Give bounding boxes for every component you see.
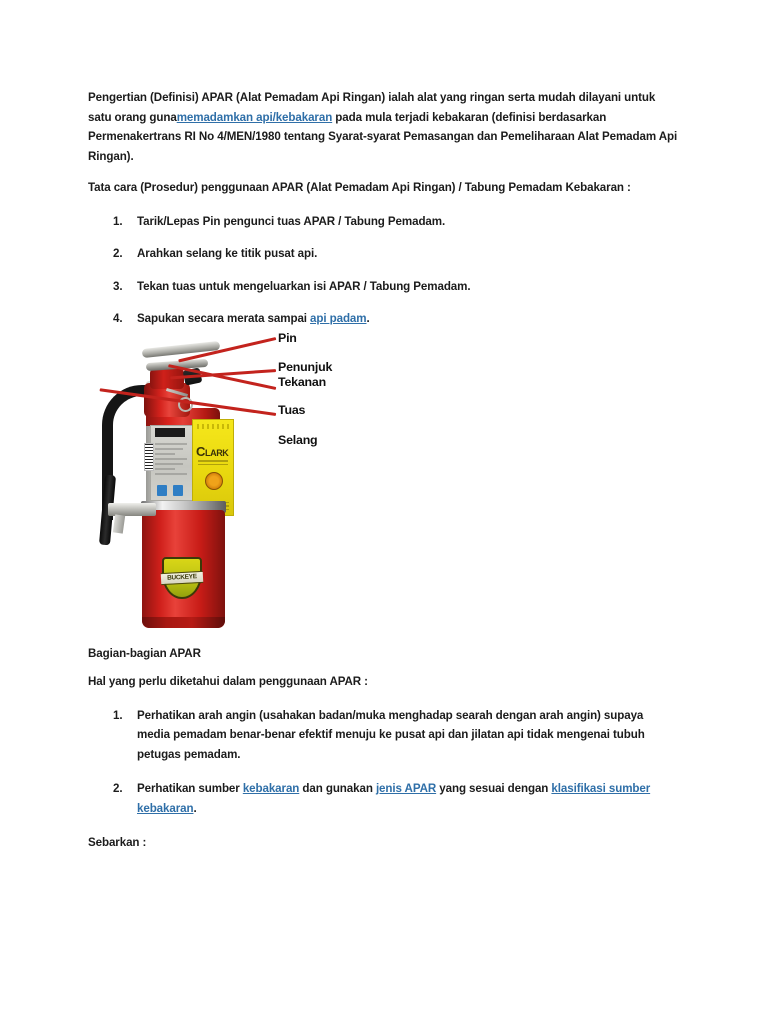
- link-jenis-apar[interactable]: jenis APAR: [375, 782, 437, 795]
- shield-band-label: BUCKEYE: [161, 571, 204, 585]
- valve-neck: [150, 369, 184, 389]
- notes-seg3: yang sesuai dengan: [436, 782, 552, 795]
- notes-list: [88, 706, 678, 819]
- label-selang: Selang: [278, 433, 318, 447]
- list-item-text: Tarik/Lepas Pin pengunci tuas APAR / Tabung Pemadam.: [137, 214, 446, 228]
- list-item-text: Arahkan selang ke titik pusat api.: [137, 247, 318, 260]
- fire-extinguisher-figure: [100, 325, 400, 635]
- list-item-text-after: .: [366, 312, 370, 325]
- barcode-icon: [144, 443, 154, 471]
- list-item: [88, 706, 678, 765]
- notes-seg1: Perhatikan sumber: [137, 782, 243, 795]
- label-penunjuk-line2: Tekanan: [278, 375, 326, 389]
- label-header-bar: [155, 428, 185, 437]
- list-item-text: Perhatikan arah angin (usahakan badan/muka menghadap searah dengan arah angin) supaya media pemadam benar-benar efektif menuju ke pusat api dan jilatan api tidak mengenai tubuh petugas pemadam.: [137, 708, 645, 761]
- intro-paragraph: [88, 88, 678, 166]
- instruction-label: [150, 425, 195, 501]
- link-api-padam[interactable]: api padam: [310, 312, 367, 325]
- list-marker: 3.: [113, 279, 123, 293]
- notes-seg4: .: [193, 801, 197, 815]
- list-marker: 2.: [113, 782, 123, 795]
- notes-seg2: dan gunakan: [299, 782, 376, 795]
- label-line: [155, 458, 187, 460]
- tag-seal-icon: [205, 472, 223, 490]
- intro-text-before: Pengertian (Definisi) APAR (Alat Pemadam Api Ringan) ialah alat yang ringan serta mudah dilayani untuk satu orang guna: [88, 91, 656, 124]
- label-line: [155, 463, 183, 465]
- link-klasifikasi-sumber-kebakaran[interactable]: klasifikasi sumber kebakaran: [137, 782, 651, 815]
- label-pin: Pin: [278, 331, 297, 345]
- label-penunjuk-line1: Penunjuk: [278, 360, 333, 374]
- link-kebakaran[interactable]: kebakaran: [242, 782, 300, 795]
- tag-line: [198, 460, 228, 462]
- cylinder-base: [142, 617, 225, 628]
- list-item: [88, 277, 678, 297]
- tag-line: [198, 464, 228, 466]
- list-item-text-before: Sapukan secara merata sampai: [137, 312, 311, 325]
- intro-text-after: pada mula terjadi kebakaran (definisi berdasarkan Permenakertrans RI No 4/MEN/1980 tentang Syarat-syarat Pemasangan dan Pemeliharaan Alat Pemadam Api Ringan).: [88, 110, 678, 163]
- label-line: [155, 443, 187, 445]
- list-marker: 4.: [113, 312, 123, 325]
- label-line: [155, 453, 175, 455]
- wall-bracket-arm: [113, 514, 125, 533]
- label-pictogram-icon: [173, 485, 183, 496]
- notes-heading: Hal yang perlu diketahui dalam penggunaan APAR :: [88, 675, 368, 688]
- link-memadamkan-api-kebakaran[interactable]: memadamkan api/kebakaran: [176, 110, 333, 124]
- list-marker: 2.: [113, 247, 123, 260]
- label-tuas: Tuas: [278, 403, 306, 417]
- figure-caption: Bagian-bagian APAR: [88, 647, 201, 660]
- list-item: [88, 244, 678, 264]
- list-item: [88, 779, 678, 818]
- share-heading: Sebarkan :: [88, 836, 147, 849]
- notes-section: [88, 672, 678, 865]
- label-line: [155, 473, 187, 475]
- list-marker: 1.: [113, 214, 123, 228]
- document-body: [88, 88, 678, 342]
- procedure-heading: Tata cara (Prosedur) penggunaan APAR (Alat Pemadam Api Ringan) / Tabung Pemadam Kebakaran :: [88, 181, 631, 194]
- procedure-list: [88, 212, 678, 329]
- label-penunjuk: [278, 360, 332, 390]
- tag-perforation: [197, 424, 229, 429]
- tag-brand-label: CLARK: [196, 444, 229, 459]
- label-line: [155, 468, 175, 470]
- list-marker: 1.: [113, 708, 123, 722]
- label-line: [155, 448, 183, 450]
- list-item-text: Tekan tuas untuk mengeluarkan isi APAR / Tabung Pemadam.: [137, 279, 471, 293]
- list-item: [88, 212, 678, 232]
- label-pictogram-icon: [157, 485, 167, 496]
